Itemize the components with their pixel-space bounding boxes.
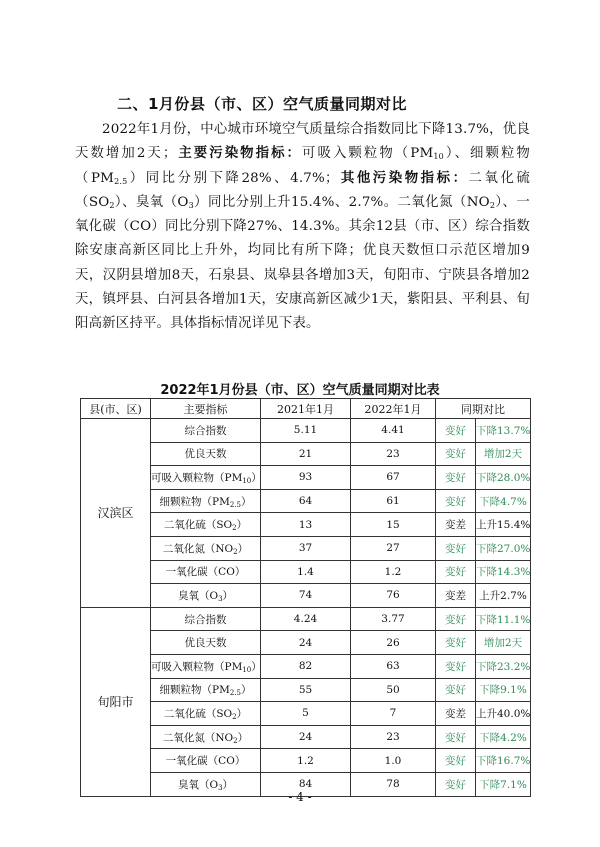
trend-cell: 变好 (436, 631, 476, 655)
county-name: 汉滨区 (81, 419, 151, 608)
indicator-cell: 二氧化氮$(NO_2)$ (151, 725, 261, 749)
value-2021-cell: 24 (261, 631, 351, 655)
indicator-cell: 细颗粒物$(PM_{2.5})$ (151, 678, 261, 702)
header-comparison: 同期对比 (436, 399, 531, 419)
value-2021-cell: 37 (261, 536, 351, 560)
header-county: 县(市、区) (81, 399, 151, 419)
table-title: 2022年1月份县（市、区）空气质量同期对比表 (160, 383, 440, 398)
value-2021-cell: 93 (261, 466, 351, 490)
value-2022-cell: 78 (351, 772, 436, 796)
change-cell: 上升2.7% (476, 584, 531, 608)
change-cell: 下降28.0% (476, 466, 531, 490)
change-cell: 下降4.7% (476, 489, 531, 513)
table-header-row (81, 399, 531, 419)
value-2021-cell: 1.2 (261, 749, 351, 773)
indicator-cell: 优良天数 (151, 631, 261, 655)
value-2022-cell: 27 (351, 536, 436, 560)
value-2021-cell: 1.4 (261, 560, 351, 584)
comparison-table (80, 398, 531, 797)
change-cell: 上升40.0% (476, 702, 531, 726)
value-2021-cell: 5.11 (261, 419, 351, 443)
value-2021-cell: 5 (261, 702, 351, 726)
value-2021-cell: 55 (261, 678, 351, 702)
header-2021: 2021年1月 (261, 399, 351, 419)
change-cell: 下降11.1% (476, 607, 531, 631)
change-cell: 下降14.3% (476, 560, 531, 584)
change-cell: 下降13.7% (476, 419, 531, 443)
trend-cell: 变好 (436, 536, 476, 560)
indicator-cell: 臭氧$(O_3)$ (151, 772, 261, 796)
indicator-cell: 一氧化碳（CO） (151, 560, 261, 584)
change-cell: 下降27.0% (476, 536, 531, 560)
indicator-cell: 一氧化碳（CO） (151, 749, 261, 773)
trend-cell: 变好 (436, 419, 476, 443)
change-cell: 增加2天 (476, 442, 531, 466)
value-2022-cell: 76 (351, 584, 436, 608)
trend-cell: 变好 (436, 678, 476, 702)
trend-cell: 变好 (436, 772, 476, 796)
value-2022-cell: 23 (351, 725, 436, 749)
header-indicator: 主要指标 (151, 399, 261, 419)
value-2022-cell: 15 (351, 513, 436, 537)
value-2022-cell: 23 (351, 442, 436, 466)
value-2022-cell: 3.77 (351, 607, 436, 631)
value-2022-cell: 7 (351, 702, 436, 726)
change-cell: 下降16.7% (476, 749, 531, 773)
value-2021-cell: 13 (261, 513, 351, 537)
value-2022-cell: 1.0 (351, 749, 436, 773)
change-cell: 下降7.1% (476, 772, 531, 796)
value-2022-cell: 61 (351, 489, 436, 513)
value-2022-cell: 67 (351, 466, 436, 490)
trend-cell: 变差 (436, 702, 476, 726)
value-2021-cell: 4.24 (261, 607, 351, 631)
indicator-cell: 臭氧$(O_3)$ (151, 584, 261, 608)
trend-cell: 变好 (436, 725, 476, 749)
body-paragraph: 2022年1月份，中心城市环境空气质量综合指数同比下降13.7%，优良天数增加2天；主要污染物指标：可吸入颗粒物$(PM_{10})$、细颗粒物$(PM_{2.5})$同比分别下降28%、4.7%；其他污染物指标：二氧化硫$(SO_2)$、臭氧$(O_3)$同比分别上升15.4%、2.7%。二氧化氮$(NO_2)$、一氧化碳（CO）同比分别下降27%、14.3%。其余12县（市、区）综合指数除安康高新区同比上升外，均同比有所下降；优良天数恒口示范区增加9天，汉阴县增加8天，石泉县、岚皋县各增加3天，旬阳市、宁陕县各增加2天，镇坪县、白河县各增加1天，安康高新区减少1天，紫阳县、平利县、旬阳高新区持平。具体指标情况详见下表。 (75, 122, 531, 332)
change-cell: 下降23.2% (476, 654, 531, 678)
indicator-cell: 综合指数 (151, 419, 261, 443)
trend-cell: 变好 (436, 466, 476, 490)
change-cell: 下降4.2% (476, 725, 531, 749)
trend-cell: 变差 (436, 584, 476, 608)
section-heading: 二、1月份县（市、区）空气质量同期对比 (117, 95, 407, 113)
change-cell: 下降9.1% (476, 678, 531, 702)
value-2021-cell: 24 (261, 725, 351, 749)
trend-cell: 变好 (436, 607, 476, 631)
indicator-cell: 优良天数 (151, 442, 261, 466)
value-2022-cell: 4.41 (351, 419, 436, 443)
value-2022-cell: 63 (351, 654, 436, 678)
indicator-cell: 细颗粒物$(PM_{2.5})$ (151, 489, 261, 513)
trend-cell: 变差 (436, 513, 476, 537)
trend-cell: 变好 (436, 560, 476, 584)
trend-cell: 变好 (436, 442, 476, 466)
table-row (81, 419, 531, 443)
indicator-cell: 二氧化硫$(SO_2)$ (151, 513, 261, 537)
indicator-cell: 二氧化硫$(SO_2)$ (151, 702, 261, 726)
value-2022-cell: 26 (351, 631, 436, 655)
value-2021-cell: 84 (261, 772, 351, 796)
change-cell: 上升15.4% (476, 513, 531, 537)
trend-cell: 变好 (436, 654, 476, 678)
indicator-cell: 可吸入颗粒物$(PM_{10})$ (151, 654, 261, 678)
indicator-cell: 二氧化氮$(NO_2)$ (151, 536, 261, 560)
indicator-cell: 综合指数 (151, 607, 261, 631)
indicator-cell: 可吸入颗粒物$(PM_{10})$ (151, 466, 261, 490)
table-row (81, 607, 531, 631)
page-number: - 4 - (288, 790, 312, 804)
header-2022: 2022年1月 (351, 399, 436, 419)
value-2022-cell: 1.2 (351, 560, 436, 584)
value-2022-cell: 50 (351, 678, 436, 702)
county-name: 旬阳市 (81, 607, 151, 796)
value-2021-cell: 21 (261, 442, 351, 466)
change-cell: 增加2天 (476, 631, 531, 655)
value-2021-cell: 82 (261, 654, 351, 678)
trend-cell: 变好 (436, 489, 476, 513)
value-2021-cell: 64 (261, 489, 351, 513)
value-2021-cell: 74 (261, 584, 351, 608)
trend-cell: 变好 (436, 749, 476, 773)
